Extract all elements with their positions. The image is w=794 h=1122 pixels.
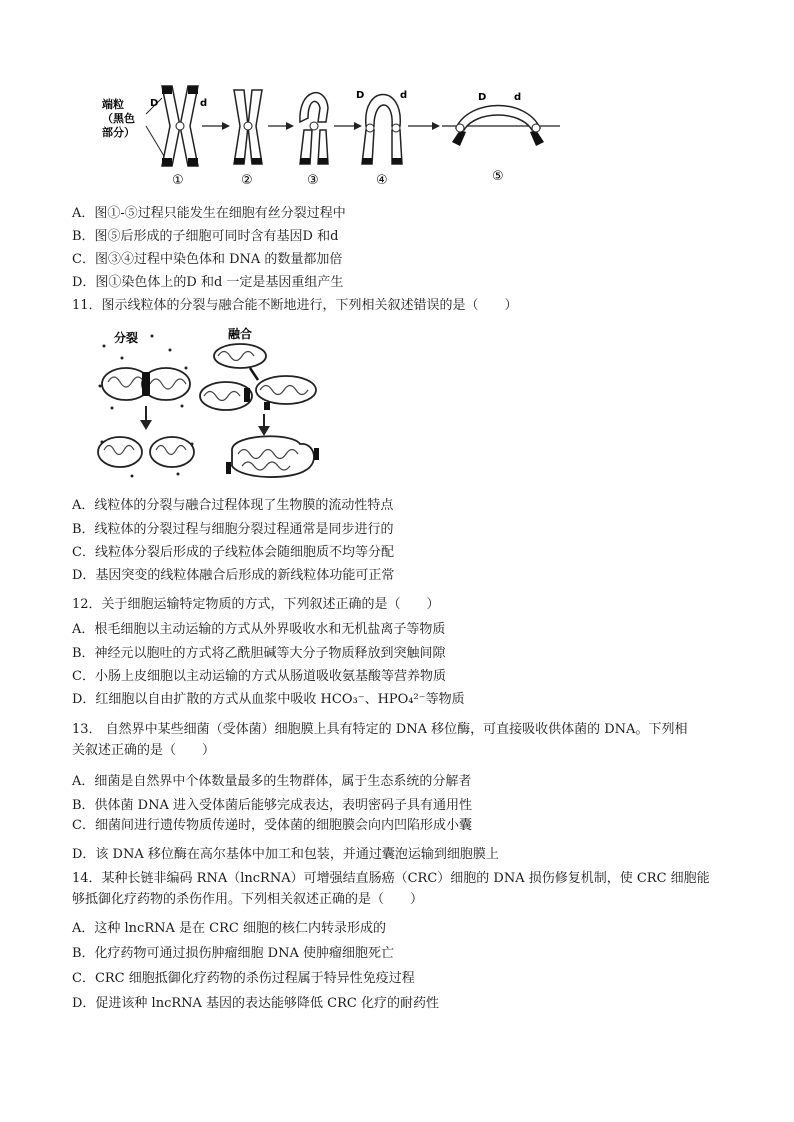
q14-option-b: B．化疗药物可通过损伤肿瘤细胞 DNA 使肿瘤细胞死亡 xyxy=(72,946,395,961)
gene-D-5: D xyxy=(478,92,487,103)
q11-option-b: B．线粒体的分裂过程与细胞分裂过程通常是同步进行的 xyxy=(72,522,394,537)
q12-option-c: C．小肠上皮细胞以主动运输的方式从肠道吸收氨基酸等营养物质 xyxy=(72,669,446,684)
q13-option-b: B．供体菌 DNA 进入受体菌后能够完成表达，表明密码子具有通用性 xyxy=(72,798,473,813)
telomere-label-3: 部分） xyxy=(102,126,135,139)
q11-option-c: C．线粒体分裂后形成的子线粒体会随细胞质不均等分配 xyxy=(72,545,394,560)
q12-stem: 12．关于细胞运输特定物质的方式，下列叙述正确的是（ ） xyxy=(72,597,440,612)
gene-d-1: d xyxy=(200,98,208,109)
q14-stem-line2: 够抵御化疗药物的杀伤作用。下列相关叙述正确的是（ ） xyxy=(72,892,424,907)
q11-stem: 11．图示线粒体的分裂与融合能不断地进行，下列相关叙述错误的是（ ） xyxy=(72,298,518,313)
q10-option-b: B．图⑤后形成的子细胞可同时含有基因D 和d xyxy=(72,229,339,244)
q12-option-d: D．红细胞以自由扩散的方式从血浆中吸收 HCO₃⁻、HPO₄²⁻等物质 xyxy=(72,692,465,707)
mito-before-fission xyxy=(102,368,190,400)
q14-option-c: C．CRC 细胞抵御化疗药物的杀伤过程属于特异性免疫过程 xyxy=(72,971,415,986)
q14-stem-line1: 14．某种长链非编码 RNA（lncRNA）可增强结直肠癌（CRC）细胞的 DNA 损伤修复机制，使 CRC 细胞能 xyxy=(72,871,710,886)
chromosome-figure xyxy=(100,78,570,188)
step-label-1: ① xyxy=(172,173,184,188)
q11-option-a: A．线粒体的分裂与融合过程体现了生物膜的流动性特点 xyxy=(72,498,394,513)
q13-option-d: D．该 DNA 移位酶在高尔基体中加工和包装，并通过囊泡运输到细胞膜上 xyxy=(72,847,499,862)
chromosome-4 xyxy=(356,90,407,188)
q13-stem-line2: 关叙述正确的是（ ） xyxy=(72,743,216,758)
step-label-4: ④ xyxy=(376,173,388,188)
chromosome-2 xyxy=(234,90,262,188)
gene-d-4: d xyxy=(400,90,408,101)
gene-d-5: d xyxy=(514,92,522,103)
telomere-label-1: 端粒 xyxy=(102,98,124,111)
gene-D-4: D xyxy=(356,90,365,101)
q13-option-a: A．细菌是自然界中个体数量最多的生物群体，属于生态系统的分解者 xyxy=(72,774,472,789)
q11-option-d: D．基因突变的线粒体融合后形成的新线粒体功能可正常 xyxy=(72,568,395,583)
fusion-label: 融合 xyxy=(228,327,253,341)
mitochondria-figure xyxy=(92,324,322,484)
step-label-5: ⑤ xyxy=(492,169,504,184)
chromosome-3 xyxy=(300,93,328,188)
chromosome-5 xyxy=(442,92,560,184)
q14-option-a: A．这种 lncRNA 是在 CRC 细胞的核仁内转录形成的 xyxy=(72,921,386,936)
q10-option-a: A．图①-⑤过程只能发生在细胞有丝分裂过程中 xyxy=(72,206,346,221)
gene-D-1: D xyxy=(150,98,159,109)
q12-option-a: A．根毛细胞以主动运输的方式从外界吸收水和无机盐离子等物质 xyxy=(72,622,446,637)
q10-option-d: D．图①染色体上的D 和d 一定是基因重组产生 xyxy=(72,275,344,290)
q10-option-c: C．图③④过程中染色体和 DNA 的数量都加倍 xyxy=(72,252,343,267)
fission-label: 分裂 xyxy=(114,331,139,345)
q14-option-d: D．促进该种 lncRNA 基因的表达能够降低 CRC 化疗的耐药性 xyxy=(72,996,439,1011)
step-label-2: ② xyxy=(241,173,253,188)
step-label-3: ③ xyxy=(307,173,319,188)
telomere-label-2: （黑色 xyxy=(102,112,135,125)
q13-stem-line1: 13． 自然界中某些细菌（受体菌）细胞膜上具有特定的 DNA 移位酶，可直接吸收供体菌的 DNA。下列相 xyxy=(72,722,688,737)
q12-option-b: B．神经元以胞吐的方式将乙酰胆碱等大分子物质释放到突触间隙 xyxy=(72,646,446,661)
q13-option-c: C．细菌间进行遗传物质传递时，受体菌的细胞膜会向内凹陷形成小囊 xyxy=(72,818,472,833)
